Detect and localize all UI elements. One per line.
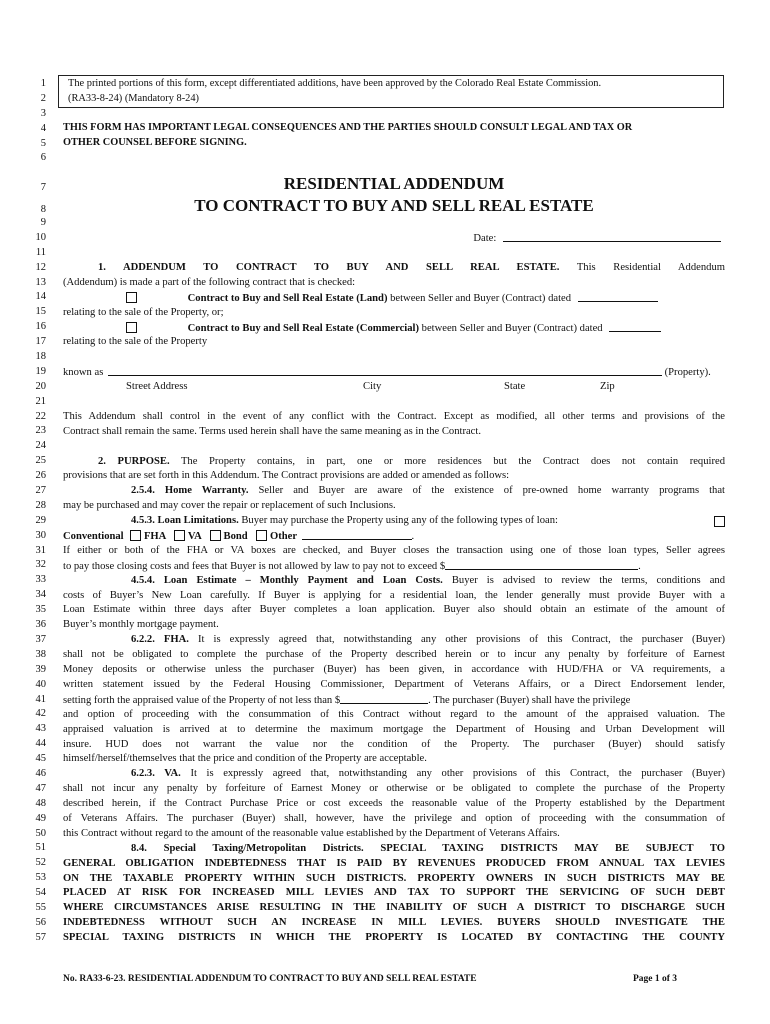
fha-line-7: appraised valuation is arrived at to determine the maximum mortgage the Department of Housing and Urban Development will: [63, 723, 725, 735]
line-number: 54: [35, 887, 46, 899]
fha-line-8: insure. HUD does not warrant the value nor the condition of the Property. The purchaser (Buyer) should satisfy: [63, 738, 725, 750]
line-number: 55: [35, 901, 46, 913]
special-taxing-heading: 8.4. Special Taxing/Metropolitan Districts.: [131, 842, 364, 854]
home-warranty-heading: 2.5.4. Home Warranty.: [131, 485, 249, 497]
loan-estimate-line-4: Buyer’s monthly mortgage payment.: [63, 619, 219, 631]
footer-page-number: Page 1 of 3: [632, 974, 677, 984]
va-line-3: described herein, if the Contract Purchase Price or cost exceeds the reasonable value of the Property established by the Department: [63, 798, 725, 810]
loan-limitations-heading: 4.5.3. Loan Limitations.: [131, 515, 239, 527]
line-number: 8: [40, 204, 46, 215]
line-number: 49: [35, 812, 46, 824]
line-number: 18: [35, 351, 46, 363]
commission-notice-box: [58, 75, 724, 108]
line-number: 23: [35, 425, 46, 437]
bond-label: Bond: [223, 531, 248, 543]
line-number: 38: [35, 648, 46, 660]
line-number: 53: [35, 872, 46, 884]
line-number: 35: [35, 604, 46, 616]
va-line-5: this Contract without regard to the amount of the reasonable value established by the Department of Veterans Affairs.: [63, 827, 560, 839]
date-label: Date:: [473, 233, 497, 244]
va-line-4: of Veterans Affairs. The purchaser (Buyer) shall, however, have the privilege and option of proceeding with the consummation of: [63, 812, 725, 824]
section-2-text: The Property contains, in part, one or more residences but the Contract does not contain required: [169, 455, 725, 467]
section-2-heading: 2. PURPOSE.: [98, 455, 170, 467]
line-number: 44: [35, 738, 46, 750]
line-number: 25: [35, 455, 46, 467]
va-text: It is expressly agreed that, notwithstanding any other provisions of this Contract, the purchaser (Buyer): [180, 768, 725, 780]
other-checkbox[interactable]: [256, 530, 267, 541]
special-taxing-line-2: GENERAL OBLIGATION INDEBTEDNESS THAT IS PAID BY REVENUES PRODUCED FROM ANNUAL TAX LEVIES: [63, 857, 725, 869]
line-number: 16: [35, 321, 46, 333]
commercial-contract-date-field[interactable]: [609, 321, 661, 332]
control-line-1: This Addendum shall control in the event of any conflict with the Contract. Except as modified, all other terms and provisions of the: [63, 410, 725, 422]
fha-line-4: written statement issued by the Federal Housing Commissioner, Department of Veterans Affairs, or a Direct Endorsement lender,: [63, 678, 725, 690]
page-footer: [63, 974, 677, 984]
line-number: 17: [35, 336, 46, 348]
fha-line-5b: . The purchaser (Buyer) shall have the privilege: [428, 694, 631, 706]
line-number: 9: [40, 217, 46, 228]
va-checkbox[interactable]: [174, 530, 185, 541]
special-taxing-line-6: INDEBTEDNESS WITHOUT SUCH AN INCREASE IN MILL LEVIES. BUYERS SHOULD INVESTIGATE THE: [63, 917, 725, 929]
date-field[interactable]: [503, 231, 721, 242]
conventional-label: Conventional: [63, 531, 124, 543]
fha-heading: 6.2.2. FHA.: [131, 634, 189, 646]
special-taxing-line-7: SPECIAL TAXING DISTRICTS IN WHICH THE PROPERTY IS LOCATED BY CONTACTING THE COUNTY: [63, 932, 725, 944]
property-label: (Property).: [664, 367, 711, 379]
loan-estimate-heading: 4.5.4. Loan Estimate – Monthly Payment and Loan Costs.: [131, 574, 443, 586]
line-number: 47: [35, 782, 46, 794]
date-row: [63, 231, 725, 246]
line-number: 3: [40, 107, 46, 119]
land-contract-checkbox[interactable]: [126, 292, 137, 303]
fha-line-3: Money deposits or otherwise unless the purchaser (Buyer) has been given, in accordance with HUD/FHA or VA requirements, a: [63, 664, 725, 676]
line-number: 11: [35, 246, 46, 258]
line-number: 27: [35, 485, 46, 497]
line-number: 31: [35, 544, 46, 556]
line-number: 2: [40, 92, 46, 104]
notice-line-1: The printed portions of this form, except differentiated additions, have been approved by the Colorado Real Estate Commission.: [68, 78, 602, 89]
line-number: 22: [35, 410, 46, 422]
state-label: State: [504, 381, 526, 393]
line-number: 24: [35, 440, 46, 452]
line-numbers: [26, 77, 46, 166]
section-1: 1. ADDENDUM TO CONTRACT TO BUY AND SELL REAL ESTATE. This Residential Addendum (Addendum) is made a part of the following contract that is checked: Contract to Buy and Sell Real Estate (Land) between Seller and Buyer (Contract) dated relating to the sale of the Property, or; Contract to Buy and Sell Real Estate (Commercial) between Seller and Buyer (Contract) dated relating to the sale of the Property known as (Property). Street Address City State Zip This Addendum shall control in the event of any conflict with the Contract. Except as modified, all other terms and provisions of the Contract shall remain the same. Terms used herein shall have the same meaning as in the Contract. 2. PURPOSE. The Property contains, in part, one or more residences but the Contract does not contain required provisions that are set forth in this Addendum. The Contract provisions are added or amended as follows: 2.5.4. Home Warranty. Seller and Buyer are aware of the existence of pre-owned home warranty programs that may be purchased and may cover the repair or replacement of such Inclusions. 4.5.3. Loan Limitations. Buyer may purchase the Property using any of the following types of loan: Conventional FHA VA Bond Other . If either or both of the FHA or VA boxes are checked, and Buyer closes the transaction using one of those loan types, Seller agrees to pay those closing costs and fees that Buyer is not allowed by law to pay not to exceed $ . 4.5.4. Loan Estimate – Monthly Payment and Loan Costs. Buyer is advised to review the terms, conditions and costs of Buyer’s New Loan carefully. If Buyer is applying for a residential loan, the lender generally must provide Buyer with a Loan Estimate within three days after Buyer completes a loan application. Buyer also should obtain an estimate of the amount of Buyer’s monthly mortgage payment. 6.2.2. FHA. It is expressly agreed that, notwithstanding any other provisions of this Contract, the purchaser (Buyer) shall not be obligated to complete the purchase of the Property described herein or to incur any penalty by forfeiture of Earnest Money deposits or otherwise unless the purchaser (Buyer) has been given, in accordance with HUD/FHA or VA requirements, a written statement issued by the Federal Housing Commissioner, Department of Veterans Affairs, or a Direct Endorsement lender, setting forth the appraised value of the Property of not less than $ . The purchaser (Buyer) shall have the privilege and option of proceeding with the consummation of this Contract without regard to the amount of the appraised valuation. The appraised valuation is arrived at to determine the maximum mortgage the Department of Housing and Urban Development will insure. HUD does not warrant the value nor the condition of the Property. The purchaser (Buyer) should satisfy himself/herself/themselves that the price and condition of the Property are acceptable. 6.2.3. VA. It is expressly agreed that, notwithstanding any other provisions of this Contract, the purchaser (Buyer) shall not incur any penalty by forfeiture of Earnest Money or otherwise or be obligated to complete the purchase of the Property described herein, if the Contract Purchase Price or cost exceeds the reasonable value of the Property established by the Department of Veterans Affairs. The purchaser (Buyer) shall, however, have the privilege and option of proceeding with the consummation of this Contract without regard to the amount of the reasonable value established by the Department of Veterans Affairs. 8.4. Special Taxing/Metropolitan Districts. SPECIAL TAXING DISTRICTS MAY BE SUBJECT TO GENERAL OBLIGATION INDEBTEDNESS THAT IS PAID BY REVENUES PRODUCED FROM ANNUAL TAX LEVIES ON THE TAXABLE PROPERTY WITHIN SUCH DISTRICTS. PROPERTY OWNERS IN SUCH DISTRICTS MAY BE PLACED AT RISK FOR INCREASED MILL LEVIES AND TAX TO SUPPORT THE SERVICING OF SUCH DEBT WHERE CIRCUMSTANCES ARISE RESULTING IN THE INABILITY OF SUCH A DISTRICT TO DISCHARGE SUCH INDEBTEDNESS WITHOUT SUCH AN INCREASE IN MILL LEVIES. BUYERS SHOULD INVESTIGATE THE SPECIAL TAXING DISTRICTS IN WHICH THE PROPERTY IS LOCATED BY CONTACTING THE COUNTY: [63, 261, 725, 946]
section-1-line-2: (Addendum) is made a part of the following contract that is checked:: [63, 276, 356, 288]
line-number: 45: [35, 753, 46, 765]
home-warranty-line-2: may be purchased and may cover the repair or replacement of such Inclusions.: [63, 500, 396, 512]
line-number: 28: [35, 499, 46, 511]
line-number: 37: [35, 633, 46, 645]
line-number: 52: [35, 857, 46, 869]
conventional-checkbox[interactable]: [714, 516, 725, 527]
line-number: 26: [35, 470, 46, 482]
land-contract-line-2: relating to the sale of the Property, or;: [63, 306, 224, 318]
va-heading: 6.2.3. VA.: [131, 768, 181, 780]
fha-va-line-1: If either or both of the FHA or VA boxes are checked, and Buyer closes the transaction using one of those loan types, Seller agrees: [63, 544, 725, 556]
fha-line-5a: setting forth the appraised value of the Property of not less than $: [63, 694, 341, 706]
legal-warning: [63, 121, 725, 151]
loan-limitations-text: Buyer may purchase the Property using any of the following types of loan:: [238, 515, 558, 527]
commercial-contract-checkbox[interactable]: [126, 322, 137, 333]
va-line-2: shall not incur any penalty by forfeiture of Earnest Money or otherwise or be obligated to complete the purchase of the Property: [63, 783, 725, 795]
line-number: 39: [35, 663, 46, 675]
line-number: 15: [35, 306, 46, 318]
line-number: 36: [35, 619, 46, 631]
fha-line-6: and option of proceeding with the consummation of this Contract without regard to the amount of the appraised valuation. The: [63, 708, 725, 720]
property-address-field[interactable]: [108, 365, 662, 376]
loan-estimate-text: Buyer is advised to review the terms, conditions and: [442, 574, 725, 586]
line-number: 46: [35, 767, 46, 779]
line-number: 1: [40, 78, 46, 89]
line-number: 32: [35, 559, 46, 571]
loan-estimate-line-3: Loan Estimate within three days after Buyer completes a loan application. Buyer also should obtain an estimate of the amount of: [63, 604, 725, 616]
special-taxing-line-4: PLACED AT RISK FOR INCREASED MILL LEVIES AND TAX TO SUPPORT THE SERVICING OF SUCH DEBT: [63, 887, 725, 899]
line-number: 7: [40, 182, 46, 193]
fha-text: It is expressly agreed that, notwithstanding any other provisions of this Contract, the purchaser (Buyer): [188, 634, 725, 646]
va-label: VA: [187, 531, 202, 543]
line-number: 10: [35, 231, 46, 243]
line-number: 19: [35, 365, 46, 377]
line-number: 13: [35, 276, 46, 288]
line-number: 30: [35, 529, 46, 541]
line-number: 50: [35, 827, 46, 839]
land-contract-text: between Seller and Buyer (Contract) dated: [387, 292, 572, 304]
zip-label: Zip: [600, 381, 615, 393]
closing-costs-amount-field[interactable]: [445, 559, 638, 570]
warning-line-1: THIS FORM HAS IMPORTANT LEGAL CONSEQUENCES AND THE PARTIES SHOULD CONSULT LEGAL AND TAX OR: [63, 122, 633, 133]
line-numbers: [26, 177, 46, 221]
line-number: 34: [35, 589, 46, 601]
line-number: 14: [35, 291, 46, 303]
commercial-contract-text: between Seller and Buyer (Contract) dated: [419, 322, 603, 334]
line-number: 56: [35, 916, 46, 928]
bond-checkbox[interactable]: [210, 530, 221, 541]
line-number: 5: [40, 137, 46, 149]
section-1-text: This Residential Addendum: [559, 262, 725, 273]
home-warranty-text: Seller and Buyer are aware of the existence of pre-owned home warranty programs that: [248, 485, 725, 497]
page-subtitle: TO CONTRACT TO BUY AND SELL REAL ESTATE: [194, 196, 594, 215]
line-number: 43: [35, 723, 46, 735]
notice-line-2: (RA33-8-24) (Mandatory 8-24): [68, 93, 200, 104]
other-loan-field[interactable]: [302, 529, 412, 540]
fha-va-line-2: to pay those closing costs and fees that Buyer is not allowed by law to pay not to exceed $: [63, 560, 446, 572]
line-number: 21: [35, 395, 46, 407]
special-taxing-line-5: WHERE CIRCUMSTANCES ARISE RESULTING IN THE INABILITY OF SUCH A DISTRICT TO DISCHARGE SUCH: [63, 902, 725, 914]
section-2-line-2: provisions that are set forth in this Addendum. The Contract provisions are added or amended as follows:: [63, 470, 510, 482]
special-taxing-line-3: ON THE TAXABLE PROPERTY WITHIN SUCH DISTRICTS. PROPERTY OWNERS IN SUCH DISTRICTS MAY BE: [63, 872, 725, 884]
line-number: 42: [35, 708, 46, 720]
land-contract-label: Contract to Buy and Sell Real Estate (Land): [187, 292, 388, 304]
street-address-label: Street Address: [126, 381, 188, 393]
other-label: Other: [270, 531, 297, 543]
footer-form-number: No. RA33-6-23. RESIDENTIAL ADDENDUM TO CONTRACT TO BUY AND SELL REAL ESTATE: [63, 974, 477, 984]
appraised-value-field[interactable]: [340, 693, 428, 704]
commercial-contract-line-2: relating to the sale of the Property: [63, 336, 208, 348]
line-number: 41: [35, 693, 46, 705]
control-line-2: Contract shall remain the same. Terms used herein shall have the same meaning as in the Contract.: [63, 425, 481, 437]
fha-label: FHA: [143, 531, 166, 543]
fha-checkbox[interactable]: [130, 530, 141, 541]
line-number: 48: [35, 797, 46, 809]
fha-line-9: himself/herself/themselves that the price and condition of the Property are acceptable.: [63, 753, 427, 765]
city-label: City: [363, 381, 382, 393]
line-number: 40: [35, 678, 46, 690]
line-number: 57: [35, 931, 46, 943]
land-contract-date-field[interactable]: [578, 291, 658, 302]
special-taxing-text: SPECIAL TAXING DISTRICTS MAY BE SUBJECT TO: [363, 842, 725, 854]
line-number: 33: [35, 574, 46, 586]
line-number: 4: [40, 122, 46, 134]
line-number: 12: [35, 261, 46, 273]
commercial-contract-label: Contract to Buy and Sell Real Estate (Commercial): [187, 322, 420, 334]
loan-estimate-line-2: costs of Buyer’s New Loan carefully. If Buyer is applying for a residential loan, the lender generally must provide Buyer with a: [63, 589, 725, 601]
line-number: 51: [35, 842, 46, 854]
line-number: 20: [35, 380, 46, 392]
line-number: 29: [35, 514, 46, 526]
line-number: 6: [40, 152, 46, 164]
warning-line-2: OTHER COUNSEL BEFORE SIGNING.: [63, 136, 247, 148]
fha-line-2: shall not be obligated to complete the purchase of the Property described herein or to incur any penalty by forfeiture of Earnest: [63, 649, 725, 661]
known-as-label: known as: [63, 367, 104, 379]
section-1-heading: 1. ADDENDUM TO CONTRACT TO BUY AND SELL REAL ESTATE.: [98, 262, 560, 273]
page-title: RESIDENTIAL ADDENDUM: [283, 174, 505, 193]
line-numbers: [26, 216, 46, 946]
